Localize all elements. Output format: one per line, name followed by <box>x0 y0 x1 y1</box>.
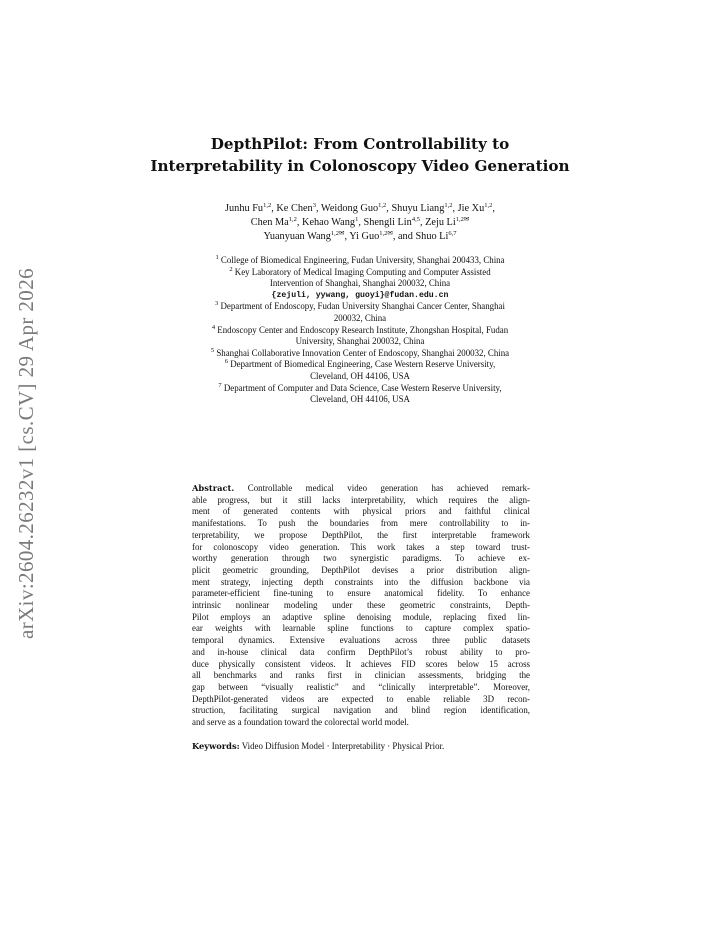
affiliation-7-cont: Cleveland, OH 44106, USA <box>310 394 410 405</box>
author-line-3: Yuanyuan Wang$^{1,2✉}$, Yi Guo$^{1,2✉}$, and Shuo Li$^{6,7}$ <box>263 230 457 242</box>
abstract-line: manifestations. To push the boundaries from mere controllability to in- <box>192 518 530 529</box>
abstract-line: struction, facilitating surgical navigation and blind region identification, <box>192 705 530 716</box>
author-affil-mark: 1,2 <box>378 202 387 209</box>
abstract-line: and serve as a foundation toward the colorectal world model. <box>192 717 409 728</box>
author-affil-mark: 3 <box>312 202 316 209</box>
abstract-line: intrinsic nonlinear modeling under these geometric constraints, Depth- <box>192 600 530 611</box>
abstract-line: able progress, but it still lacks interpretability, which requires the align- <box>192 494 530 505</box>
abstract-line: and in-house clinical data confirm DepthPilot’s robust ability to pro- <box>192 646 530 657</box>
abstract-label: Abstract. <box>192 483 235 493</box>
affiliation-4: $^4$ Endoscopy Center and Endoscopy Research Institute, Zhongshan Hospital, Fudan <box>211 323 509 335</box>
abstract-line: terpretability, we propose DepthPilot, the first interpretable framework <box>192 529 530 540</box>
abstract-line: parameter-efficient fine-tuning to ensure anatomical fidelity. To enhance <box>192 588 530 599</box>
arxiv-identifier: arXiv:2604.26232v1 [cs.CV] 29 Apr 2026 <box>14 267 38 639</box>
affiliation-1: $^1$ College of Biomedical Engineering, Fudan University, Shanghai 200433, China <box>215 254 505 265</box>
author-affil-mark: 1 <box>355 216 359 223</box>
affiliation-2: $^2$ Key Laboratory of Medical Imaging Computing and Computer Assisted <box>229 265 491 277</box>
abstract-line: ment strategy, injecting depth constraints into the diffusion backbone via <box>192 576 530 587</box>
author-name: Kehao Wang <box>302 217 356 228</box>
author-name: Weidong Guo <box>320 203 379 214</box>
affiliation-3-cont: 200032, China <box>333 312 387 323</box>
keywords <box>192 741 530 751</box>
author-affil-mark: 1,2 <box>263 202 272 209</box>
author-name: Shengli Lin <box>363 217 412 228</box>
affiliation-7: $^7$ Department of Computer and Data Science, Case Western Reserve University, <box>218 381 502 393</box>
paper-title <box>120 133 600 177</box>
affiliation-2-cont: Intervention of Shanghai, Shanghai 200032, China <box>269 278 451 289</box>
affiliation-6-cont: Cleveland, OH 44106, USA <box>310 370 410 381</box>
author-affil-mark: 1,2 <box>444 202 453 209</box>
author-affil-mark: 1,2 <box>484 202 493 209</box>
author-affil-mark: 1,2✉ <box>379 230 393 237</box>
abstract-line: worthy generation through two synergistic paradigms. To achieve ex- <box>192 553 530 564</box>
contact-email[interactable]: {zejuli, yywang, guoyi}@fudan.edu.cn <box>271 290 449 300</box>
author-name: Yuanyuan Wang <box>263 231 331 242</box>
author-name: Yi Guo <box>349 231 380 242</box>
abstract-line: all benchmarks and ranks first in clinician assessments, bridging the <box>192 670 530 681</box>
abstract-line: plicit geometric grounding, DepthPilot devises a prior distribution align- <box>192 564 530 575</box>
abstract-line: duce physically consistent videos. It achieves FID scores below 15 across <box>192 658 530 669</box>
affiliation-6: $^6$ Department of Biomedical Engineering, Case Western Reserve University, <box>224 358 496 370</box>
author-name: Shuo Li <box>415 231 449 242</box>
affiliation-3: $^3$ Department of Endoscopy, Fudan University Shanghai Cancer Center, Shanghai <box>215 300 505 312</box>
author-name: Jie Xu <box>457 203 485 214</box>
title-line-2: Interpretability in Colonoscopy Video Generation <box>150 157 570 175</box>
author-name: Junhu Fu <box>225 203 264 214</box>
author-name: Shuyu Liang <box>391 203 445 214</box>
affiliation-4-cont: University, Shanghai 200032, China <box>295 336 425 347</box>
author-affil-mark: 6,7 <box>448 230 457 237</box>
abstract-line: Abstract. Controllable medical video generation has achieved remark- <box>192 483 530 493</box>
abstract-line: gap between “visually realistic” and “clinically interpretable”. Moreover, <box>192 681 530 692</box>
author-line-2: Chen Ma$^{1,2}$, Kehao Wang$^1$, Shengli Lin$^{4,5}$, Zeju $Li^{1,2✉}$ <box>250 216 470 228</box>
author-affil-mark: 1,2 <box>288 216 297 223</box>
author-line-1: Junhu Fu$^{1,2}$, Ke Chen$^3$, Weidong Guo$^{1,2}$, Shuyu Liang$^{1,2}$, Jie Xu$^{1,2}$, <box>225 202 495 214</box>
author-name: Zeju Li <box>425 217 456 228</box>
abstract <box>192 483 530 729</box>
title-line-1: DepthPilot: From Controllability to <box>210 135 510 153</box>
abstract-line: ment of generated contents with physical priors and faithful clinical <box>192 506 530 517</box>
author-affil-mark: 1,2✉ <box>455 216 470 223</box>
affiliation-list <box>150 255 570 406</box>
abstract-line: ear weights with learnable spline functions to capture complex spatio- <box>192 623 530 634</box>
abstract-line: DepthPilot-generated videos are expected to enable reliable 3D recon- <box>192 693 530 704</box>
abstract-line: temporal dynamics. Extensive evaluations across three public datasets <box>192 635 530 646</box>
author-list <box>140 202 580 244</box>
author-affil-mark: 4,5 <box>411 216 420 223</box>
author-affil-mark: 1,2✉ <box>330 230 345 237</box>
abstract-line: for colonoscopy video generation. This work takes a step toward trust- <box>192 541 530 552</box>
author-name: Ke Chen <box>276 203 313 214</box>
keywords-text: Video Diffusion Model · Interpretability · Physical Prior. <box>241 741 445 751</box>
keywords-label: Keywords: <box>192 741 240 751</box>
abstract-line: Pilot employs an adaptive spline denoising module, replacing fixed lin- <box>192 611 530 622</box>
affiliation-5: $^5$ Shanghai Collaborative Innovation Center of Endoscopy, Shanghai 200032, China <box>210 346 510 358</box>
author-name: Chen Ma <box>250 217 289 228</box>
